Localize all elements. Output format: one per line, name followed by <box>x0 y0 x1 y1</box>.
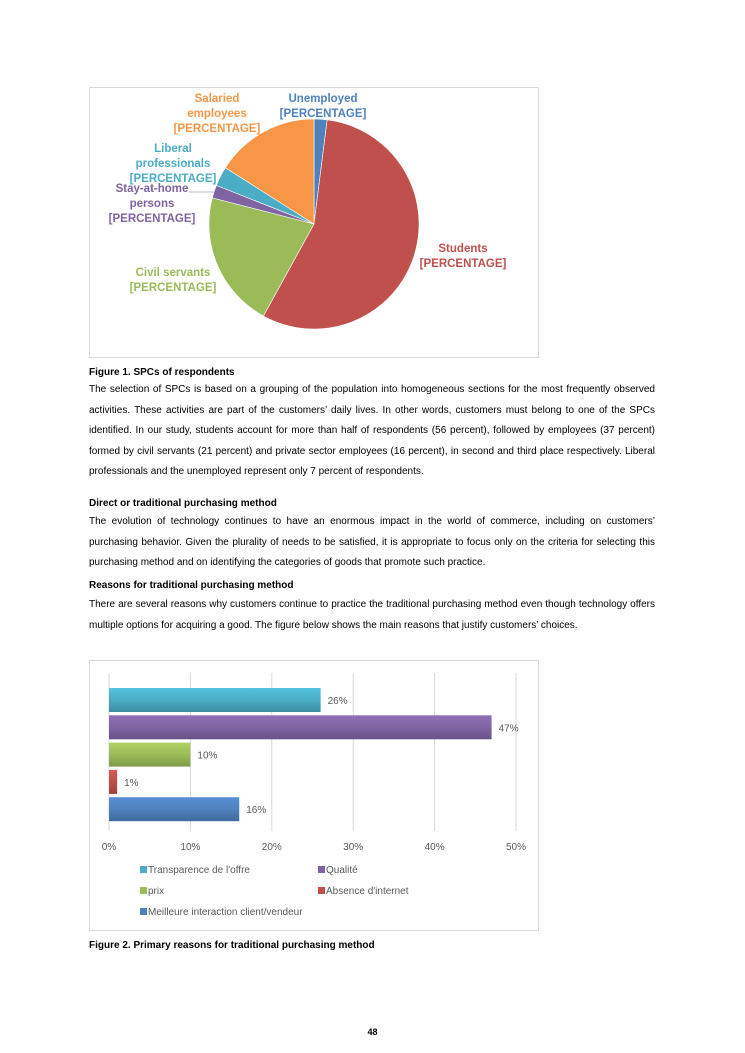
pie-category-label-liberal-professionals: Liberal <box>154 143 192 155</box>
legend-label-transparence-de-l-offre: Transparence de l'offre <box>148 865 250 876</box>
pie-category-label-stay-at-home-persons: persons <box>129 198 175 210</box>
legend-label-meilleure-interaction-client-vendeur: Meilleure interaction client/vendeur <box>148 907 303 918</box>
x-tick-label: 30% <box>343 842 364 853</box>
x-tick-label: 10% <box>180 842 201 853</box>
bar-qualit <box>109 715 492 739</box>
bar-data-label-prix: 10% <box>197 750 218 762</box>
paragraph-spc: The selection of SPCs is based on a grouping of the population into homogeneous sections for the most frequently observed activities. These activities are part of the customers’ daily lives. In other words, customers must belong to one of the SPCs identified. In our study, students account for more than half of respondents (56 percent), followed by employees (37 percent) formed by civil servants (21 percent) and private sector employees (16 percent), in second and third place respectively. Liberal professionals and the unemployed represent only 7 percent of respondents. <box>89 384 655 478</box>
pie-category-label-salaried-employees: employees <box>187 108 247 120</box>
bar-absence-d-internet <box>109 770 117 794</box>
pie-category-label-salaried-employees: Salaried <box>194 93 240 105</box>
legend-swatch-meilleure-interaction-client-vendeur <box>140 908 147 915</box>
pie-data-label-civil-servants: [PERCENTAGE] <box>129 282 217 294</box>
bar-chart <box>90 661 538 930</box>
legend-swatch-absence-d-internet <box>318 887 325 894</box>
bar-data-label-meilleure-interaction-client-vendeur: 16% <box>246 805 267 817</box>
figure2-chart <box>89 660 539 931</box>
heading-direct-purchasing: Direct or traditional purchasing method <box>89 498 277 509</box>
figure1-chart <box>89 87 539 358</box>
pie-data-label-liberal-professionals: [PERCENTAGE] <box>129 173 217 185</box>
bar-data-label-transparence-de-l-offre: 26% <box>327 696 348 707</box>
bar-meilleure-interaction-client-vendeur <box>109 797 239 821</box>
page-number: 48 <box>367 1027 378 1037</box>
legend-label-prix: prix <box>148 886 165 897</box>
legend-swatch-prix <box>140 887 147 894</box>
bar-transparence-de-l-offre <box>109 688 321 712</box>
x-tick-label: 20% <box>261 842 282 853</box>
x-tick-label: 40% <box>424 842 445 853</box>
pie-category-label-students: Students <box>438 243 488 255</box>
paragraph-technology: The evolution of technology continues to have an enormous impact in the world of commerce, including on customers’ purchasing behavior. Given the plurality of needs to be satisfied, it is appropriate to focus only on the criteria for selecting this purchasing method and on identifying the categories of goods that promote such practice. <box>89 516 655 569</box>
figure1-caption: Figure 1. SPCs of respondents <box>89 367 235 378</box>
pie-chart <box>90 88 538 357</box>
bar-prix <box>109 743 190 767</box>
pie-data-label-students: [PERCENTAGE] <box>419 258 507 270</box>
pie-category-label-liberal-professionals: professionals <box>135 158 211 170</box>
pie-data-label-salaried-employees: [PERCENTAGE] <box>173 123 261 135</box>
pie-category-label-civil-servants: Civil servants <box>135 267 211 279</box>
x-tick-label: 50% <box>505 842 527 853</box>
legend-swatch-qualit <box>318 866 325 873</box>
legend-label-qualit: Qualité <box>326 865 358 876</box>
legend-label-absence-d-internet: Absence d'internet <box>326 886 409 897</box>
paragraph-reasons: There are several reasons why customers continue to practice the traditional purchasing method even though technology offers multiple options for acquiring a good. The figure below shows the main reasons that justify customers’ choices. <box>89 599 655 631</box>
x-tick-label: 0% <box>101 842 117 853</box>
pie-category-label-stay-at-home-persons: Stay-at-home <box>115 183 189 195</box>
legend-swatch-transparence-de-l-offre <box>140 866 147 873</box>
pie-data-label-stay-at-home-persons: [PERCENTAGE] <box>108 213 196 225</box>
pie-data-label-unemployed: [PERCENTAGE] <box>279 108 367 120</box>
bar-data-label-absence-d-internet: 1% <box>124 777 139 789</box>
bar-data-label-qualit: 47% <box>498 723 519 735</box>
pie-category-label-unemployed: Unemployed <box>288 93 358 105</box>
figure2-caption: Figure 2. Primary reasons for traditional purchasing method <box>89 940 375 951</box>
heading-reasons: Reasons for traditional purchasing method <box>89 580 294 591</box>
